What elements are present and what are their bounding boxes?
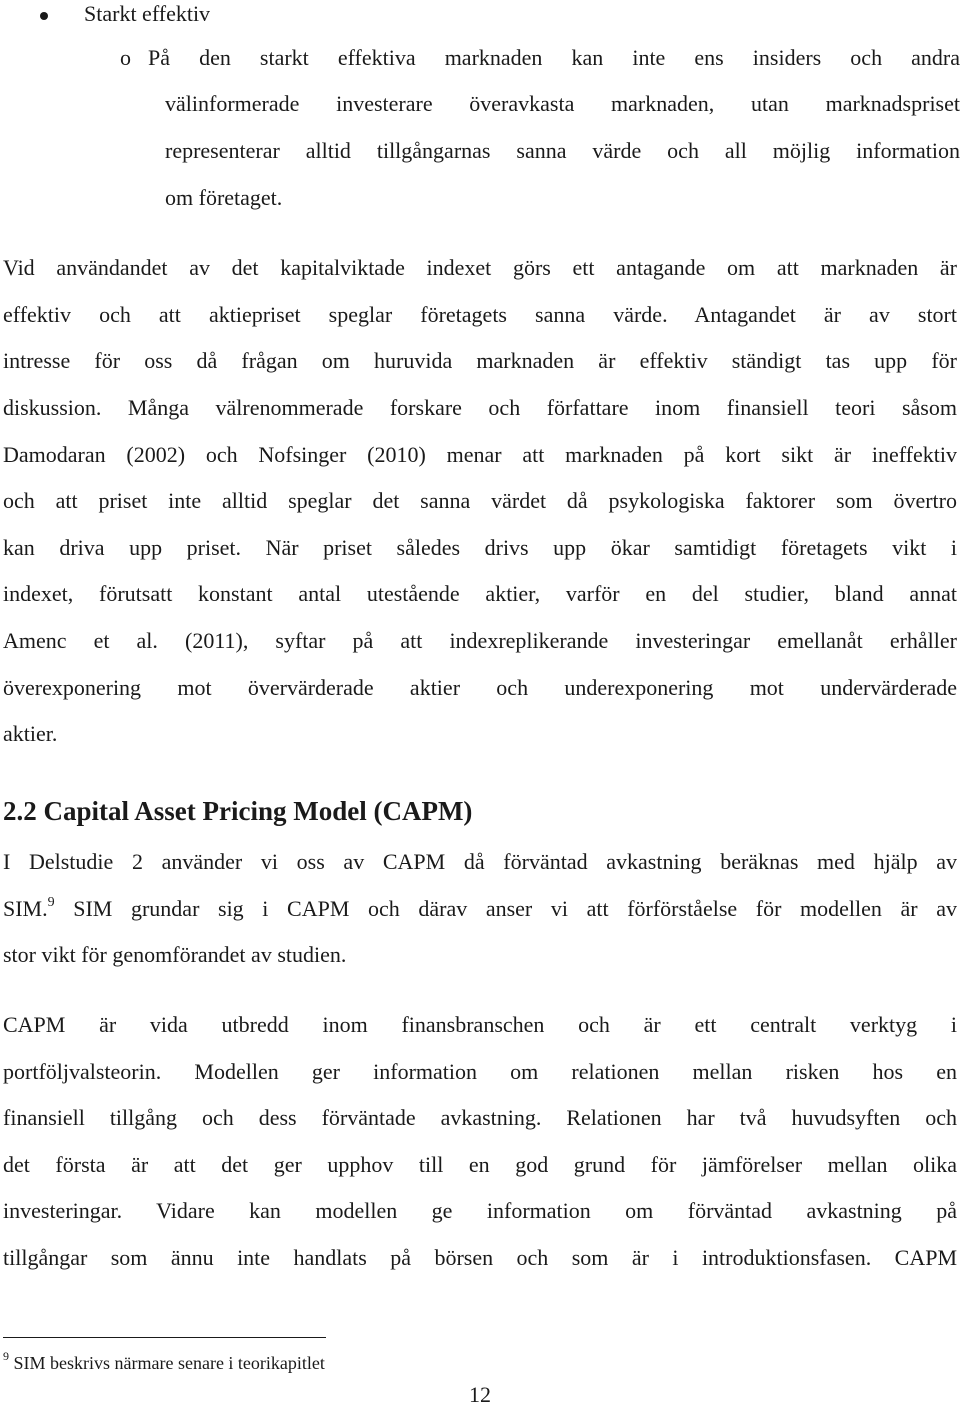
bullet-marker: [40, 12, 48, 20]
paragraph-line: I Delstudie 2 använder vi oss av CAPM då förväntad avkastning beräknas med hjälp av: [3, 849, 957, 874]
sub-bullet-line: välinformerade investerare överavkasta marknaden, utan marknadspriset: [165, 91, 960, 116]
paragraph-line: Vid användandet av det kapitalviktade indexet görs ett antagande om att marknaden är: [3, 255, 957, 280]
paragraph-line: intresse för oss då frågan om huruvida marknaden är effektiv ständigt tas upp för: [3, 348, 957, 373]
paragraph-line: kan driva upp priset. När priset således drivs upp ökar samtidigt företagets vikt i: [3, 535, 957, 560]
paragraph-line: indexet, förutsatt konstant antal utestående aktier, varför en del studier, bland annat: [3, 581, 957, 606]
paragraph-line: [3, 895, 957, 923]
paragraph-text: SIM.: [3, 896, 48, 921]
sub-bullet-line: om företaget.: [165, 185, 283, 210]
paragraph-line: Amenc et al. (2011), syftar på att indexreplikerande investeringar emellanåt erhåller: [3, 628, 957, 653]
paragraph-line: investeringar. Vidare kan modellen ge information om förväntad avkastning på: [3, 1198, 957, 1223]
paragraph-line: tillgångar som ännu inte handlats på börsen och som är i introduktionsfasen. CAPM: [3, 1245, 957, 1270]
paragraph-line: portföljvalsteorin. Modellen ger information om relationen mellan risken hos en: [3, 1059, 957, 1084]
paragraph-line: CAPM är vida utbredd inom finansbranschen och är ett centralt verktyg i: [3, 1012, 957, 1037]
sub-bullet-line: På den starkt effektiva marknaden kan inte ens insiders och andra: [148, 45, 960, 70]
paragraph-line: aktier.: [3, 721, 58, 746]
sub-bullet-line: representerar alltid tillgångarnas sanna värde och all möjlig information: [165, 138, 960, 163]
paragraph-line: effektiv och att aktiepriset speglar företagets sanna värde. Antagandet är av stort: [3, 302, 957, 327]
bullet-label: Starkt effektiv: [84, 1, 211, 26]
paragraph-line: Damodaran (2002) och Nofsinger (2010) menar att marknaden på kort sikt är ineffektiv: [3, 442, 957, 467]
paragraph-line: överexponering mot övervärderade aktier och underexponering mot undervärderade: [3, 675, 957, 700]
section-heading: 2.2 Capital Asset Pricing Model (CAPM): [3, 796, 473, 826]
footnote: [3, 1349, 325, 1374]
paragraph-line: och att priset inte alltid speglar det sanna värdet då psykologiska faktorer som övertro: [3, 488, 957, 513]
footnote-divider: [3, 1337, 326, 1338]
paragraph-line: diskussion. Många välrenommerade forskare och författare inom finansiell teori såsom: [3, 395, 957, 420]
paragraph-line: det första är att det ger upphov till en god grund för jämförelser mellan olika: [3, 1152, 957, 1177]
paragraph-line: stor vikt för genomförandet av studien.: [3, 942, 347, 967]
page-number: 12: [469, 1382, 491, 1407]
footnote-number: 9: [3, 1349, 9, 1363]
sub-bullet-marker: o: [120, 45, 131, 70]
paragraph-text: SIM grundar sig i CAPM och därav anser vi att förförståelse för modellen är av: [54, 896, 957, 921]
paragraph-line: finansiell tillgång och dess förväntade avkastning. Relationen har två huvudsyften och: [3, 1105, 957, 1130]
footnote-reference[interactable]: 9: [47, 894, 55, 910]
footnote-text: SIM beskrivs närmare senare i teorikapitlet: [9, 1353, 325, 1373]
